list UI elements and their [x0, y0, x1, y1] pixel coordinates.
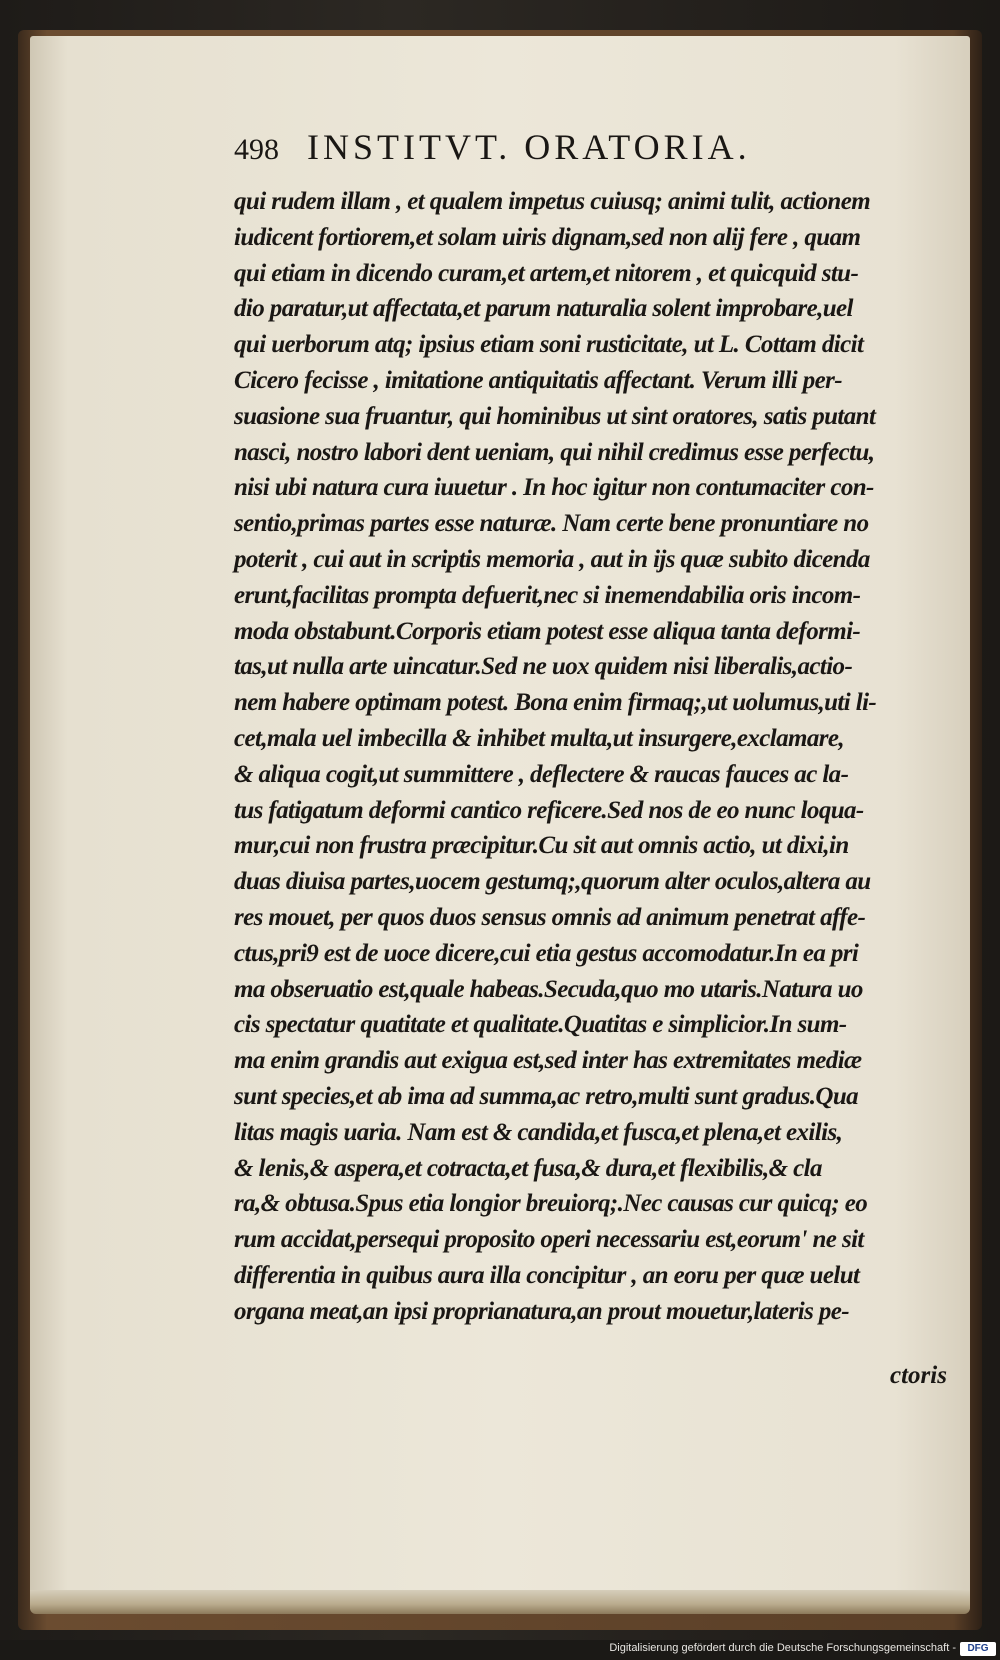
text-line: duas diuisa partes,uocem gestumq;,quorum alter oculos,altera au — [234, 868, 871, 896]
page-header — [234, 126, 934, 170]
dfg-logo: DFG — [960, 1642, 996, 1656]
text-line: ra,& obtusa.Spus etia longior breuiorq;.Nec causas cur quicq; eo — [234, 1190, 868, 1218]
text-line: moda obstabunt.Corporis etiam potest esse aliqua tanta deformi- — [234, 617, 861, 645]
text-line: poterit , cui aut in scriptis memoria , aut in ijs quæ subito dicenda — [234, 545, 870, 573]
text-line: cet,mala uel imbecilla & inhibet multa,ut insurgere,exclamare, — [234, 724, 845, 752]
text-line: qui uerborum atq; ipsius etiam soni rusticitate, ut L. Cottam dicit — [234, 331, 864, 359]
text-line: res mouet, per quos duos sensus omnis ad animum penetrat affe- — [234, 903, 866, 931]
text-line: qui etiam in dicendo curam,et artem,et nitorem , et quicquid stu- — [234, 259, 859, 287]
running-head: INSTITVT. ORATORIA. — [307, 127, 751, 167]
catchword: ctoris — [890, 1362, 947, 1389]
text-line: ma enim grandis aut exigua est,sed inter has extremitates mediæ — [234, 1047, 862, 1075]
text-line: iudicent fortiorem,et solam uiris dignam,sed non alij fere , quam — [234, 223, 861, 251]
text-line: sentio,primas partes esse naturæ. Nam certe bene pronuntiare no — [234, 510, 869, 538]
text-line: qui rudem illam , et qualem impetus cuiusq; animi tulit, actionem — [234, 188, 871, 215]
page-number: 498 — [234, 133, 279, 166]
text-line: Cicero fecisse , imitatione antiquitatis affectant. Verum illi per- — [234, 366, 842, 394]
text-line: sunt species,et ab ima ad summa,ac retro,multi sunt gradus.Qua — [234, 1082, 859, 1110]
text-line: nasci, nostro labori dent ueniam, qui nihil credimus esse perfectu, — [234, 438, 875, 466]
text-line: dio paratur,ut affectata,et parum naturalia solent improbare,uel — [234, 295, 853, 323]
digitization-credit: Digitalisierung gefördert durch die Deutsche Forschungsgemeinschaft - — [609, 1642, 956, 1654]
text-line: nisi ubi natura cura iuuetur . In hoc igitur non contumaciter con- — [234, 474, 874, 502]
text-line: ctus,pri9 est de uoce dicere,cui etia gestus accomodatur.In ea pri — [234, 939, 859, 967]
text-line: nem habere optimam potest. Bona enim firmaq;,ut uolumus,uti li- — [234, 689, 877, 717]
text-line: tas,ut nulla arte uincatur.Sed ne uox quidem nisi liberalis,actio- — [234, 653, 853, 681]
text-line: differentia in quibus aura illa concipitur , an eoru per quæ uelut — [234, 1261, 860, 1289]
text-line: & lenis,& aspera,et cotracta,et fusa,& dura,et flexibilis,& cla — [234, 1154, 822, 1182]
page-stack-edge — [30, 1590, 970, 1614]
text-line: organa meat,an ipsi proprianatura,an prout mouetur,lateris pe- — [234, 1297, 850, 1325]
text-line: suasione sua fruantur, qui hominibus ut sint oratores, satis putant — [234, 402, 876, 430]
body-text — [234, 184, 934, 1330]
text-line: cis spectatur quatitate et qualitate.Quatitas e simplicior.In sum- — [234, 1011, 847, 1039]
text-line: litas magis uaria. Nam est & candida,et fusca,et plena,et exilis, — [234, 1118, 843, 1146]
text-line: ma obseruatio est,quale habeas.Secuda,quo mo utaris.Natura uo — [234, 975, 863, 1003]
text-line: erunt,facilitas prompta defuerit,nec si inemendabilia oris incom- — [234, 581, 861, 609]
text-line: & aliqua cogit,ut summittere , deflectere & raucas fauces ac la- — [234, 760, 849, 788]
text-line: tus fatigatum deformi cantico reficere.Sed nos de eo nunc loqua- — [234, 796, 864, 824]
text-line: rum accidat,persequi proposito operi necessariu est,eorum' ne sit — [234, 1226, 864, 1254]
text-line: mur,cui non frustra præcipitur.Cu sit aut omnis actio, ut dixi,in — [234, 832, 849, 860]
